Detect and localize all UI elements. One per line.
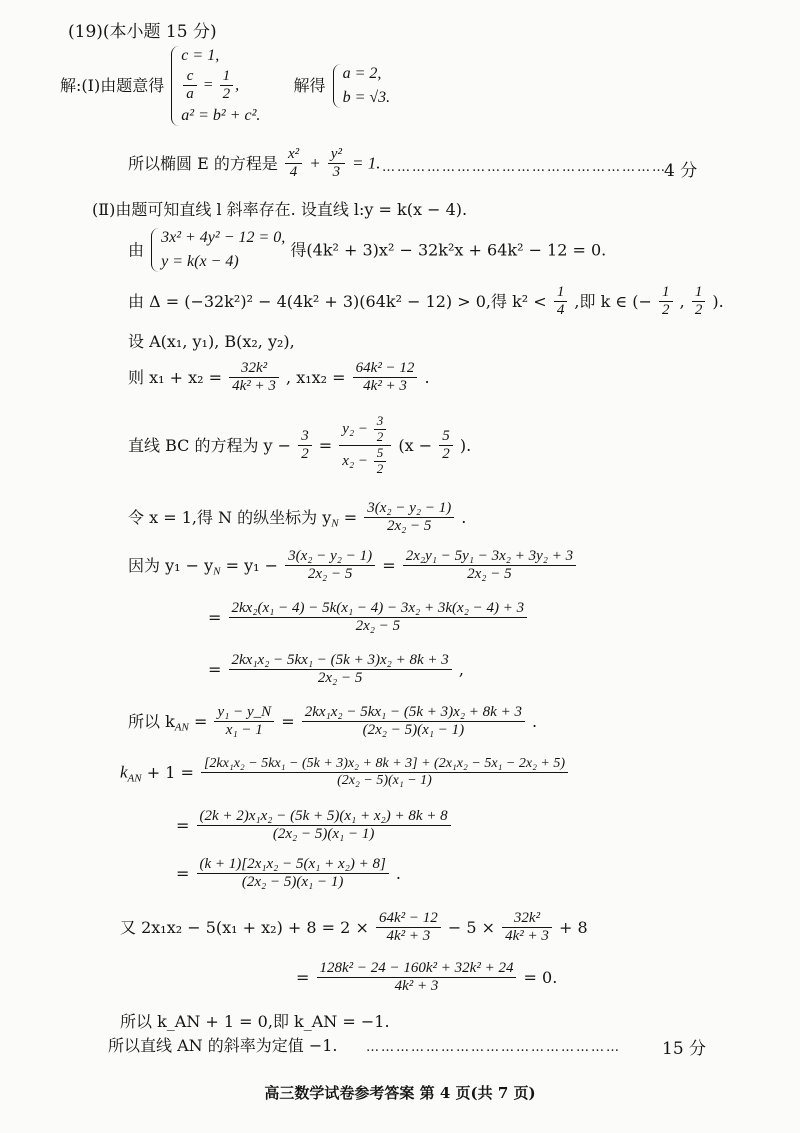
compound-fraction: y₂ − $\frac{3}{2}$ x₂ − $\frac{5}{2}$ [339,414,391,477]
difference-line-2: = $\frac{\text{2kx₂(x₁ − 4) − 5k(x₁ − 4) − 3x₂ + 3k(x₂ − 4) + 3}}{\text{2x₂ − 5}}$ [208,600,529,636]
vieta-line: 则 x₁ + x₂ = $\frac{\text{32k²}}{\text{4k² + 3}}$ , x₁x₂ = $\frac{\text{64k² − 12}}{\text{4k² + 3}}$ . [128,360,430,395]
system-row: 3x² + 4y² − 12 = 0, [161,229,286,246]
system-row: a² = b² + c². [181,106,261,124]
kan-plus-one-line-1: $k_{AN} + 1$ = [2kx₁x₂ − 5kx₁ − (5k + 3)x₂ + 8k + 3] + (2x₁x₂ − 5x₁ − 2x₂ + 5) (2x₂ − 5)(x₁ − 1) [120,756,570,789]
solve-label: 解得 [293,76,326,96]
fraction: $\frac{1}{2}$ [692,284,706,320]
score-15: 15 分 [662,1039,707,1059]
part1-result-system [331,62,391,110]
system-row: c = 1, [181,47,220,64]
page-footer: 高三数学试卷参考答案 第 4 页(共 7 页) [264,1084,536,1102]
part2-system [149,226,285,274]
fraction: $\frac{\text{3(x₂ − y₂ − 1)}}{\text{2x₂ − 5}}$ [364,500,454,536]
score-4: 4 分 [664,161,698,181]
part1-system [169,44,260,128]
kan-line: 所以 $k_{AN}$ = $\frac{\text{y₁ − y\_N}}{\text{x₁ − 1}}$ = $\frac{\text{2kx₁x₂ − 5kx₁ − (5k + 3)x₂ + 8k + 3}}{\text{(2x₂ − 5)(x₁ − 1)}}$ . [128,704,538,739]
fraction: $\frac{\text{x²}}{4}$ [285,146,302,182]
fraction: $\frac{c}{a}$ [183,68,197,104]
bc-line: 直线 BC 的方程为 y − $\frac{3}{2}$ = y₂ − $\frac{3}{2}$ x₂ − $\frac{5}{2}$ (x − $\frac{5}{2}$ ). [128,413,472,476]
fraction: $\frac{\text{3(x₂ − y₂ − 1)}}{\text{2x₂ − 5}}$ [285,548,375,584]
fraction: [2kx₁x₂ − 5kx₁ − (5k + 3)x₂ + 8k + 3] + (2x₁x₂ − 5x₁ − 2x₂ + 5) (2x₂ − 5)(x₁ − 1) [201,756,568,789]
fraction: $\frac{\text{2kx₂(x₁ − 4) − 5k(x₁ − 4) − 3x₂ + 3k(x₂ − 4) + 3}}{\text{2x₂ − 5}}$ [229,600,528,636]
set-points: 设 A(x₁, y₁), B(x₂, y₂), [128,332,295,351]
substitution-line-1: 又 2x₁x₂ − 5(x₁ + x₂) + 8 = 2 × $\frac{\text{64k² − 12}}{\text{4k² + 3}}$ − 5 × $\frac{\text{32k²}}{\text{4k² + 3}}$ + 8 [120,910,588,945]
part2-intro: (Ⅱ)由题可知直线 l 斜率存在. 设直线 l:y = k(x − 4). [92,200,468,219]
fraction: $\frac{\text{(k + 1)[2x₁x₂ − 5(x₁ + x₂) + 8]}}{\text{(2x₂ − 5)(x₁ − 1)}}$ [197,856,389,892]
fraction: $\frac{\text{64k² − 12}}{\text{4k² + 3}}$ [353,360,418,396]
fraction: $\frac{1}{2}$ [220,68,234,104]
problem-header: (19)(本小题 15 分) [68,22,217,42]
part1-system-line [60,44,390,128]
system-row: $\frac{c}{a}$ = $\frac{1}{2}$ , [181,68,260,104]
substitution-line-2: = $\frac{\text{128k² − 24 − 160k² + 32k² + 24}}{\text{4k² + 3}}$ = 0. [296,960,558,995]
part1-intro: 解:(Ⅰ)由题意得 [60,76,165,96]
fraction: $\frac{\text{2x₂y₁ − 5y₁ − 3x₂ + 3y₂ + 3}}{\text{2x₂ − 5}}$ [403,548,576,584]
score-leader-dots: …………………………………………… [366,1040,621,1055]
fraction: $\frac{\text{64k² − 12}}{\text{4k² + 3}}$ [376,910,441,946]
kan-plus-one-line-3: = $\frac{\text{(k + 1)[2x₁x₂ − 5(x₁ + x₂) + 8]}}{\text{(2x₂ − 5)(x₁ − 1)}}$ . [176,856,401,891]
fraction: $\frac{\text{32k²}}{\text{4k² + 3}}$ [229,360,279,396]
n-coordinate-line: 令 x = 1,得 N 的纵坐标为 $y_N$ = $\frac{\text{3(x₂ − y₂ − 1)}}{\text{2x₂ − 5}}$ . [128,500,467,535]
score-leader-dots: ………………………………………………… [382,160,667,175]
part2-system-line: 由 3x² + 4y² − 12 = 0, y = k(x − 4) 得(4k² + 3)x² − 32k²x + 64k² − 12 = 0. [128,226,606,274]
kan-plus-one-line-2: = $\frac{\text{(2k + 2)x₁x₂ − (5k + 5)(x₁ + x₂) + 8k + 8}}{\text{(2x₂ − 5)(x₁ − 1)}}$ [176,808,453,844]
fraction: $\frac{5}{2}$ [439,428,453,464]
fraction: $\frac{1}{2}$ [659,284,673,320]
fraction: $\frac{\text{2kx₁x₂ − 5kx₁ − (5k + 3)x₂ + 8k + 3}}{\text{2x₂ − 5}}$ [229,652,452,688]
system-row: a = 2, [342,64,382,82]
difference-line-1: 因为 $y_1 - y_N = y_1$ − $\frac{\text{3(x₂ − y₂ − 1)}}{\text{2x₂ − 5}}$ = $\frac{\text{2x₂y₁ − 5y₁ − 3x₂ + 3y₂ + 3}}{\text{2x₂ − 5}}$ [128,548,578,584]
fraction: $\frac{\text{32k²}}{\text{4k² + 3}}$ [502,910,552,946]
ellipse-conclusion: 所以椭圆 E 的方程是 $\frac{\text{x²}}{4}$ + $\frac{\text{y²}}{3}$ = 1. [128,146,381,181]
final-statement-1: 所以 k_AN + 1 = 0,即 k_AN = −1. [120,1012,390,1031]
fraction: $\frac{\text{y²}}{3}$ [328,146,345,182]
final-statement-2: 所以直线 AN 的斜率为定值 −1. [108,1036,338,1055]
fraction: $\frac{\text{2kx₁x₂ − 5kx₁ − (5k + 3)x₂ + 8k + 3}}{\text{(2x₂ − 5)(x₁ − 1)}}$ [302,704,525,740]
difference-line-3: = $\frac{\text{2kx₁x₂ − 5kx₁ − (5k + 3)x₂ + 8k + 3}}{\text{2x₂ − 5}}$ , [208,652,464,687]
fraction: $\frac{\text{128k² − 24 − 160k² + 32k² + 24}}{\text{4k² + 3}}$ [317,960,517,996]
system-row: b = √3. [342,88,391,106]
fraction: $\frac{\text{y₁ − y\_N}}{\text{x₁ − 1}}$ [214,704,274,740]
fraction: $\frac{3}{2}$ [298,428,312,464]
fraction: $\frac{1}{4}$ [554,284,568,320]
delta-line: 由 Δ = (−32k²)² − 4(4k² + 3)(64k² − 12) > 0,得 k² < $\frac{1}{4}$ ,即 k ∈ (− $\frac{1}{2}$ , $\frac{1}{2}$ ). [128,284,724,319]
fraction: $\frac{\text{(2k + 2)x₁x₂ − (5k + 5)(x₁ + x₂) + 8k + 8}}{\text{(2x₂ − 5)(x₁ − 1)}}$ [197,808,451,844]
system-row: y = k(x − 4) [161,253,239,270]
